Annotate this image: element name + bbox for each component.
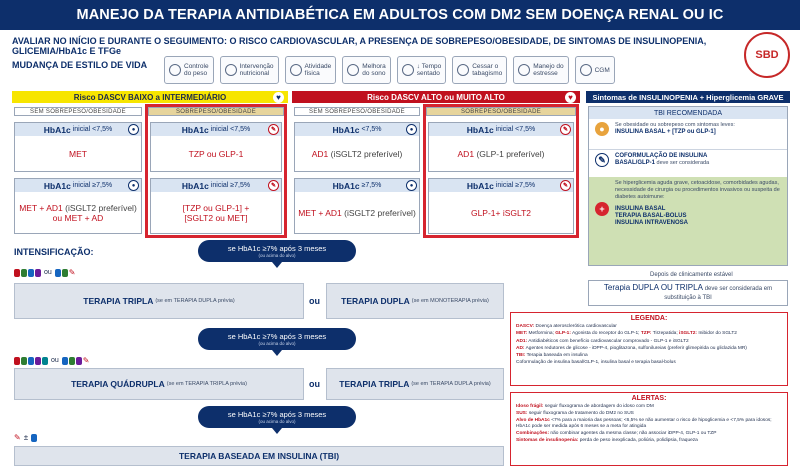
medical-cross-icon: + xyxy=(595,202,609,216)
arrow-down-icon xyxy=(272,428,282,434)
lifestyle-label: MUDANÇA DE ESTILO DE VIDA xyxy=(12,60,148,70)
mind-icon xyxy=(518,64,530,76)
bed-icon xyxy=(347,64,359,76)
pen-icon: ✎ xyxy=(268,180,279,191)
quadruple-therapy-box: TERAPIA QUÁDRUPLA (se em TERAPIA TRIPLA prévia) xyxy=(14,368,304,400)
pen-icon: ✎ xyxy=(560,180,571,191)
triple-therapy-box: TERAPIA TRIPLA (se em TERAPIA DUPLA prévia) xyxy=(14,283,304,319)
pills-icon: ● xyxy=(128,180,139,191)
triple-therapy-box-2: TERAPIA TRIPLA (se em TERAPIA DUPLA prévia) xyxy=(326,368,504,400)
arrow-down-icon xyxy=(272,262,282,268)
step-pill-2: se HbA1c ≥7% após 3 meses (ou acima do alvo) xyxy=(198,328,356,350)
low-obesity-label: SOBREPESO/OBESIDADE xyxy=(148,107,284,116)
high-obesity-label: SOBREPESO/OBESIDADE xyxy=(426,107,576,116)
pen-icon: ✎ xyxy=(595,153,609,167)
alerts-box: ALERTAS: Idoso frágil: seguir fluxograma de abordagem do idoso com DM SUS: seguir fluxograma de tratamento do DM2 no SUS Alvo de HbA1c <7% para a maioria das pessoas; <6,5% se não aumentar o risco de hipoglicemia e <7,5% para idosos; HbA1c pode ser medida após 6 meses se a meta for atingida Combinações: não combinar agentes da mesma classe; não associar iDPP-4, GLP-1 ou TZP Sintomas de insulinopenia: perda de peso inexplicada, poliúria, polidipsia, fraqueza xyxy=(510,392,788,466)
high-risk-header: Risco DASCV ALTO ou MUITO ALTO ♥ xyxy=(292,91,580,103)
drug-icons-row-1: ou ✎ xyxy=(14,268,76,277)
runner-icon xyxy=(290,64,302,76)
lifestyle-items xyxy=(164,56,615,84)
lifestyle-item-stress: Manejo do estresse xyxy=(513,56,568,84)
lifestyle-item-cgm: CGM xyxy=(575,56,615,84)
sbd-logo: SBD xyxy=(744,32,790,78)
pen-icon: ✎ xyxy=(268,124,279,135)
low-risk-header: Risco DASCV BAIXO a INTERMEDIÁRIO ♥ xyxy=(12,91,288,103)
or-label: ou xyxy=(309,296,320,306)
highlight-frame-high-obesity xyxy=(423,104,579,238)
lifestyle-item-weight: Controle do peso xyxy=(164,56,214,84)
no-smoking-icon xyxy=(457,64,469,76)
heart-icon: ♥ xyxy=(273,92,284,103)
tbi-therapy-box: TERAPIA BASEADA EM INSULINA (TBI) xyxy=(14,446,504,466)
step-pill-3: se HbA1c ≥7% após 3 meses (ou acima do alvo) xyxy=(198,406,356,428)
drug-icons-row-2: ou ✎ xyxy=(14,356,90,365)
lifestyle-item-smoking: Cessar o tabagismo xyxy=(452,56,507,84)
high-no-lt-box: HbA1c <7,5% ● AD1 (iSGLT2 preferível) xyxy=(294,122,420,172)
or-label: ou xyxy=(309,379,320,389)
scale-icon xyxy=(169,64,181,76)
after-stable-text: Depois de clinicamente estável xyxy=(650,272,733,278)
highlight-frame-low-obesity xyxy=(145,104,287,238)
person-icon: ● xyxy=(406,124,417,135)
person-icon: ● xyxy=(128,124,139,135)
low-yes-ge-box: HbA1c inicial ≥7,5% ✎ [TZP ou GLP-1] + [SGLT2 ou MET] xyxy=(150,178,282,234)
lifestyle-item-nutrition: Intervenção nutricional xyxy=(220,56,279,84)
pen-icon: ✎ xyxy=(82,356,90,365)
pen-icon: ✎ xyxy=(68,268,76,277)
high-no-obesity-label: SEM SOBREPESO/OBESIDADE xyxy=(294,107,420,116)
low-no-lt-box: HbA1c inicial <7,5% ● MET xyxy=(14,122,142,172)
pen-icon: ✎ xyxy=(560,124,571,135)
step-pill-1: se HbA1c ≥7% após 3 meses (ou acima do alvo) xyxy=(198,240,356,262)
high-no-ge-box: HbA1c ≥7,5% ● MET + AD1 (iSGLT2 preferível) xyxy=(294,178,420,234)
page-title: MANEJO DA TERAPIA ANTIDIABÉTICA EM ADULTOS COM DM2 SEM DOENÇA RENAL OU IC xyxy=(0,0,800,30)
assessment-text: AVALIAR NO INÍCIO E DURANTE O SEGUIMENTO: O RISCO CARDIOVASCULAR, A PRESENÇA DE SOBREPESO/OBESIDADE, DE SINTOMAS DE INSULINOPENIA, GLICEMIA/HbA1c E TFGe xyxy=(12,36,707,56)
tbi-panel: TBI RECOMENDADA ● Se obesidade ou sobrepeso com sintomas leves: INSULINA BASAL + [TZP ou GLP-1] ✎ COFORMULAÇÃO DE INSULINA BASAL/GLP-1 deve ser considerada + Se hiperglicemia aguda grave, cetoacidose, comorbidades agudas, necessidade de cirurgia ou procedimentos invasivos ou suspeita de diabetes autoimune: INSULINA BASAL TERAPIA BASAL-BOLUS INSULINA INTRAVENOSA xyxy=(588,106,788,266)
low-no-obesity-label: SEM SOBREPESO/OBESIDADE xyxy=(14,107,142,116)
lifestyle-item-sleep: Melhora do sono xyxy=(342,56,390,84)
heart-icon: ♥ xyxy=(565,92,576,103)
chair-icon xyxy=(402,64,414,76)
dual-therapy-box: TERAPIA DUPLA (se em MONOTERAPIA prévia) xyxy=(326,283,504,319)
high-yes-ge-box: HbA1c inicial ≥7,5% ✎ GLP-1+ iSGLT2 xyxy=(428,178,574,234)
scale-icon: ● xyxy=(595,122,609,136)
drug-icons-row-3: ✎ ± xyxy=(14,433,37,442)
tbi-recommended-label: TBI RECOMENDADA xyxy=(589,107,787,119)
after-stable-box: Terapia DUPLA OU TRIPLA deve ser considerada em substituição à TBI xyxy=(588,280,788,306)
intensification-label: INTENSIFICAÇÃO: xyxy=(14,247,94,257)
cgm-icon xyxy=(580,64,592,76)
legend-box: LEGENDA: DASCV: Doença aterosclerótica cardiovascular MET: Metformina; GLP-1: Agonista do receptor do GLP-1; TZP: Tirzepatida; iSGLT2: Inibidor do SGLT2 AD1: Antidiabéticos com benefício cardiovascular comprovado - GLP-1 e iSGLT2 AD: Agentes redutores de glicose - iDPP-4, pioglitazona, sulfonilureias (preferir glimepirida ou gliclazida MR) TBI: Terapia baseada em insulina Coformulação de insulina basal/GLP-1, insulina basal e terapia basal-bolus xyxy=(510,312,788,386)
insulinopenia-header: Sintomas de INSULINOPENIA + Hiperglicemia GRAVE xyxy=(586,91,790,103)
lifestyle-item-activity: Atividade física xyxy=(285,56,337,84)
lifestyle-item-sitting: ↓ Tempo sentado xyxy=(397,56,446,84)
pills-icon: ● xyxy=(406,180,417,191)
low-no-ge-box: HbA1c inicial ≥7,5% ● MET + AD1 (iSGLT2 preferível) ou MET + AD xyxy=(14,178,142,234)
arrow-down-icon xyxy=(272,350,282,356)
apple-icon xyxy=(225,64,237,76)
high-yes-lt-box: HbA1c inicial <7,5% ✎ AD1 (GLP-1 preferível) xyxy=(428,122,574,172)
low-yes-lt-box: HbA1c inicial <7,5% ✎ TZP ou GLP-1 xyxy=(150,122,282,172)
pen-icon: ✎ xyxy=(14,433,21,442)
